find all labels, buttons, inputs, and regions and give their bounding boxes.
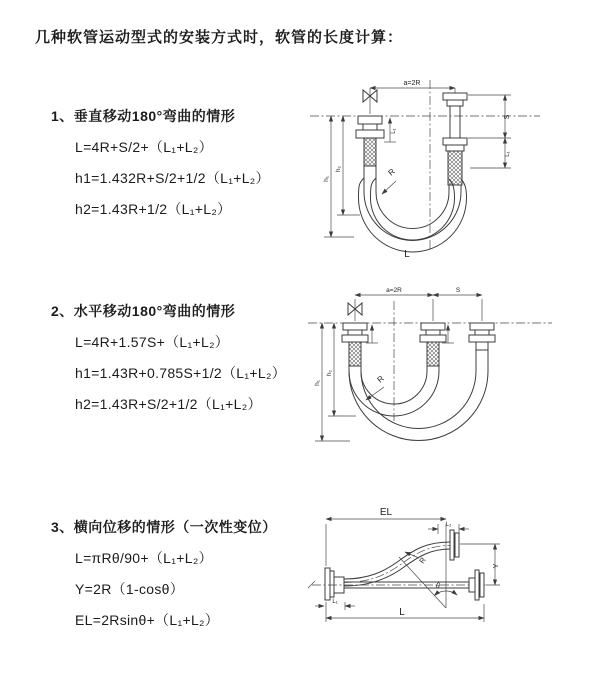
dim-s-label: S (455, 287, 461, 294)
formula: L=πRθ/90+（L₁+L₂） (75, 550, 213, 566)
upper-flange (450, 530, 459, 560)
radius-label: R (386, 166, 397, 178)
right-fitting (469, 323, 495, 350)
dim-l2-label: L₂ (445, 522, 452, 528)
formula: EL=2Rsinθ+（L₁+L₂） (75, 612, 220, 628)
formula: h2=1.43R+S/2+1/2（L₁+L₂） (75, 396, 262, 412)
dim-s-label: S (504, 114, 511, 120)
dim-h1-label: h₁ (314, 380, 321, 386)
valve-icon (370, 90, 377, 102)
section-1-heading: 1、垂直移动180°弯曲的情形 (51, 108, 236, 124)
section-3 (35, 517, 325, 630)
dim-l1-label: L₁ (332, 599, 338, 605)
dim-l1-left-label: L₁ (391, 128, 397, 134)
radius-label: R (417, 555, 428, 566)
left-flange (325, 568, 344, 600)
valve-icon (348, 303, 355, 315)
formula: L=4R+S/2+（L₁+L₂） (75, 139, 213, 155)
dim-h2-label: h₂ (335, 165, 342, 173)
middle-fitting (420, 323, 446, 366)
dim-el-label: EL (379, 507, 393, 518)
angle-theta-label: θ (436, 583, 440, 590)
dim-l-label: L (399, 607, 405, 618)
dim-h2-label: h₂ (326, 369, 333, 377)
right-fitting (443, 93, 467, 185)
s-curve-hose (344, 542, 450, 586)
diagram-1-vertical-bend (300, 74, 570, 262)
section-1 (35, 106, 325, 219)
dim-l1-right-label: L₁ (505, 151, 511, 157)
section-3-heading: 3、横向位移的情形（一次性变位） (51, 519, 277, 535)
section-2 (35, 301, 325, 414)
formula: L=4R+1.57S+（L₁+L₂） (75, 334, 230, 350)
dim-a2r-label: a=2R (403, 80, 421, 87)
right-flange (469, 570, 484, 600)
formula: h2=1.43R+1/2（L₁+L₂） (75, 201, 232, 217)
formula: h1=1.43R+0.785S+1/2（L₁+L₂） (75, 365, 286, 381)
length-label: L (404, 249, 410, 260)
section-2-heading: 2、水平移动180°弯曲的情形 (51, 303, 236, 319)
page-title: 几种软管运动型式的安装方式时，软管的长度计算： (35, 29, 404, 46)
dim-y-label: Y (491, 563, 500, 569)
left-fitting (342, 323, 368, 366)
diagram-2-horizontal-bend (300, 283, 585, 455)
valve-icon (355, 303, 362, 315)
valve-icon (363, 90, 370, 102)
dim-h1-label: h₁ (323, 176, 330, 182)
formula: h1=1.432R+S/2+1/2（L₁+L₂） (75, 170, 270, 186)
diagram-3-lateral-displacement (298, 498, 590, 646)
hose-u-bend (349, 350, 488, 441)
formula: Y=2R（1-cosθ） (75, 581, 185, 597)
left-fitting (356, 116, 384, 166)
radius-label: R (375, 373, 386, 385)
dim-a2r-label: a=2R (386, 287, 402, 294)
